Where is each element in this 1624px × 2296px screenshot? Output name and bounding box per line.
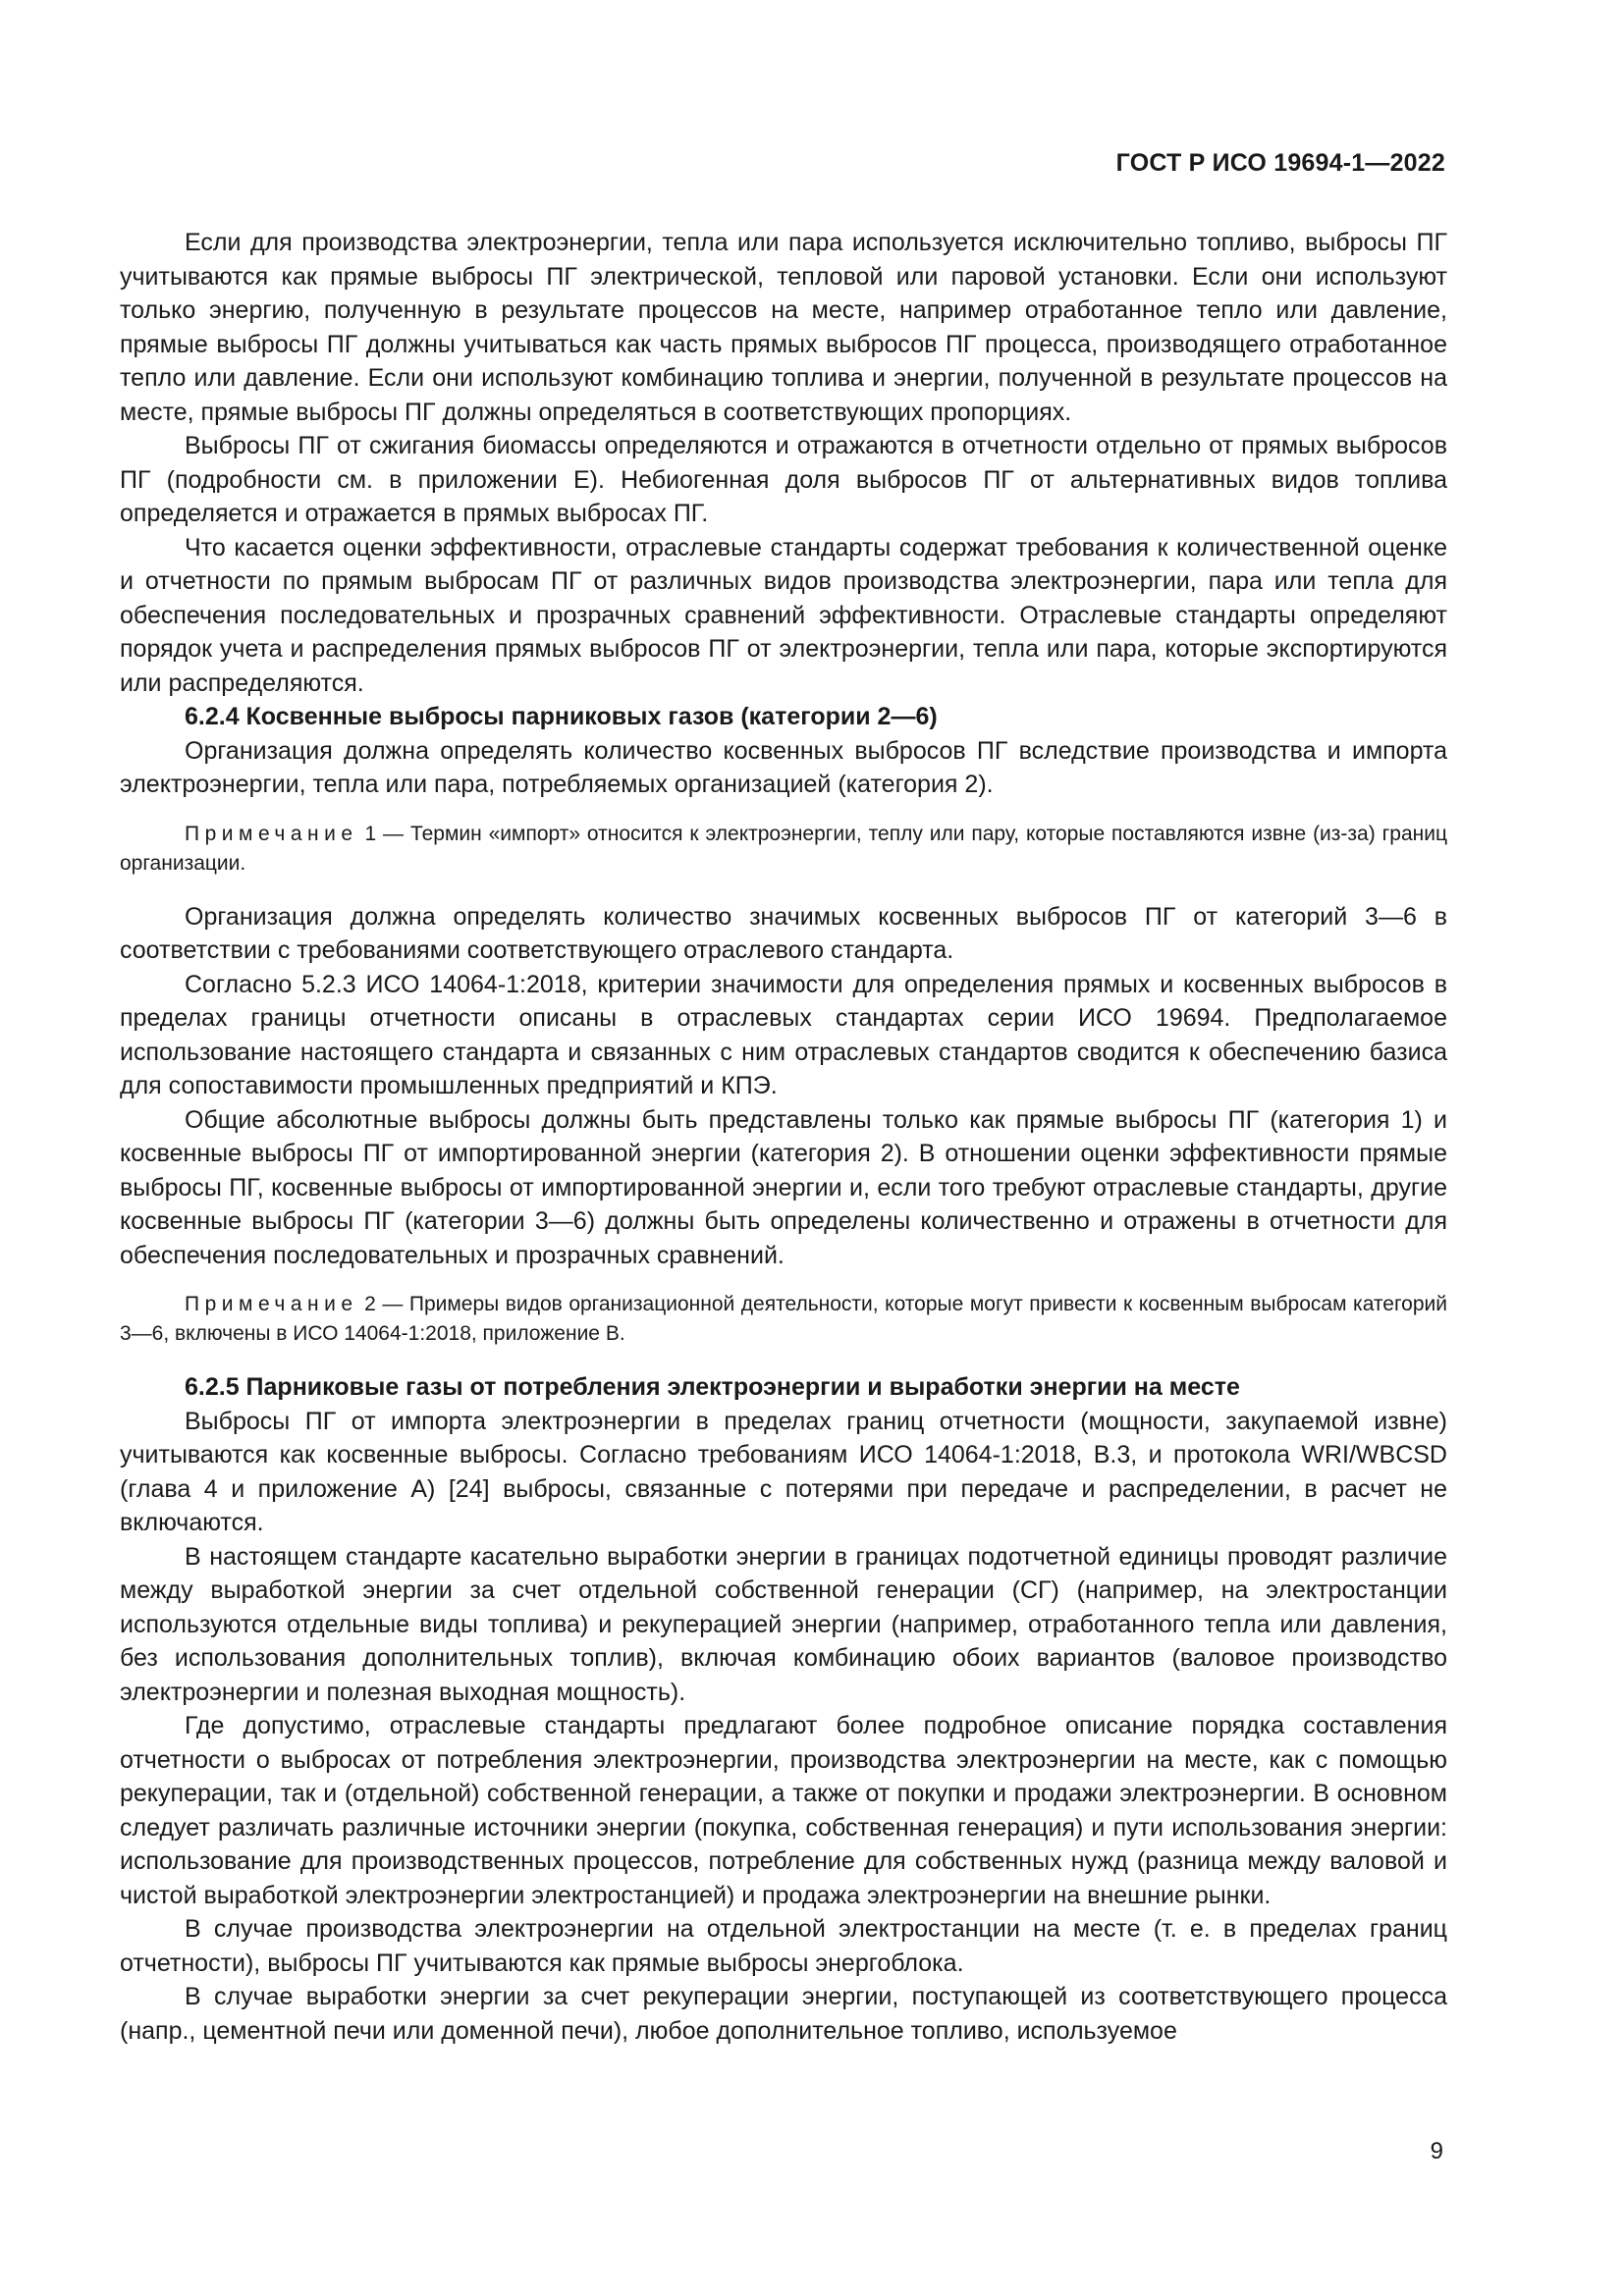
note-label: Примечание bbox=[185, 1293, 358, 1315]
paragraph: Где допустимо, отраслевые стандарты предлагают более подробное описание порядка составления отчетности о выбросах от потребления электроэнергии, производства электроэнергии на месте, как с помощью рекуперации, так и (отдельной) собственной генерации, а также от покупки и продажи электроэнергии. В основном следует различать различные источники энергии (покупка, собственная генерация) и пути использования энергии: использование для производственных процессов, потребление для собственных нужд (разница между валовой и чистой выработкой электроэнергии электростанцией) и продажа электроэнергии на внешние рынки. bbox=[120, 1712, 1447, 1909]
document-body bbox=[120, 226, 1447, 2048]
paragraph: Организация должна определять количество косвенных выбросов ПГ вследствие производства и импорта электроэнергии, тепла или пара, потребляемых организацией (категория 2). bbox=[120, 736, 1447, 798]
page-number: 9 bbox=[1430, 2138, 1443, 2164]
paragraph: Выбросы ПГ от импорта электроэнергии в пределах границ отчетности (мощности, закупаемой извне) учитываются как косвенные выбросы. Согласно требованиям ИСО 14064-1:2018, В.3, и протокола WRI/WBCSD (глава 4 и приложение А) [24] выбросы, связанные с потерями при передаче и распределении, в расчет не включаются. bbox=[120, 1407, 1447, 1536]
paragraph: Общие абсолютные выбросы должны быть представлены только как прямые выбросы ПГ (категория 1) и косвенные выбросы ПГ от импортированной энергии (категория 2). В отношении оценки эффективности прямые выбросы ПГ, косвенные выбросы от импортированной энергии и, если того требуют отраслевые стандарты, другие косвенные выбросы ПГ (категории 3—6) должны быть определены количественно и отражены в отчетности для обеспечения последовательных и прозрачных сравнений. bbox=[120, 1105, 1447, 1269]
paragraph: В настоящем стандарте касательно выработки энергии в границах подотчетной единицы проводят различие между выработкой энергии за счет отдельной собственной генерации (СГ) (например, на электростанции используются отдельные виды топлива) и рекуперацией энергии (например, отработанного тепла или давления, без использования дополнительных топлив), включая комбинацию обоих вариантов (валовое производство электроэнергии и полезная выходная мощность). bbox=[120, 1542, 1447, 1706]
note-label: Примечание bbox=[185, 822, 358, 845]
note-2 bbox=[120, 1290, 1447, 1349]
paragraph: Если для производства электроэнергии, тепла или пара используется исключительно топливо, выбросы ПГ учитываются как прямые выбросы ПГ электрической, тепловой или паровой установки. Если они используют только энергию, полученную в результате процессов на месте, например отработанное тепло или давление, прямые выбросы ПГ должны учитываться как часть прямых выбросов ПГ процесса, производящего отработанное тепло или давление. Если они используют комбинацию топлива и энергии, полученной в результате процессов на месте, прямые выбросы ПГ должны определяться в соответствующих пропорциях. bbox=[120, 229, 1447, 426]
document-code-header: ГОСТ Р ИСО 19694-1—2022 bbox=[1115, 149, 1445, 177]
section-heading-6-2-5: 6.2.5 Парниковые газы от потребления электроэнергии и выработки энергии на месте bbox=[185, 1373, 1240, 1401]
section-heading-6-2-4: 6.2.4 Косвенные выбросы парниковых газов (категории 2—6) bbox=[185, 703, 938, 730]
paragraph: Согласно 5.2.3 ИСО 14064-1:2018, критерии значимости для определения прямых и косвенных выбросов в пределах границы отчетности описаны в отраслевых стандартах серии ИСО 19694. Предполагаемое использование настоящего стандарта и связанных с ним отраслевых стандартов сводится к обеспечению базиса для сопоставимости промышленных предприятий и КПЭ. bbox=[120, 970, 1447, 1099]
note-text: 2 — Примеры видов организационной деятельности, которые могут привести к косвенным выбросам категорий 3—6, включены в ИСО 14064-1:2018, приложение В. bbox=[120, 1293, 1447, 1345]
paragraph: Организация должна определять количество значимых косвенных выбросов ПГ от категорий 3—6 в соответствии с требованиями соответствующего отраслевого стандарта. bbox=[120, 902, 1447, 964]
paragraph: Выбросы ПГ от сжигания биомассы определяются и отражаются в отчетности отдельно от прямых выбросов ПГ (подробности см. в приложении Е). Небиогенная доля выбросов ПГ от альтернативных видов топлива определяется и отражается в прямых выбросах ПГ. bbox=[120, 432, 1447, 527]
paragraph: В случае выработки энергии за счет рекуперации энергии, поступающей из соответствующего процесса (напр., цементной печи или доменной печи), любое дополнительное топливо, используемое bbox=[120, 1983, 1447, 2045]
note-text: 1 — Термин «импорт» относится к электроэнергии, теплу или пару, которые поставляются извне (из-за) границ организации. bbox=[120, 822, 1447, 875]
note-1 bbox=[120, 820, 1447, 879]
paragraph: Что касается оценки эффективности, отраслевые стандарты содержат требования к количественной оценке и отчетности по прямым выбросам ПГ от различных видов производства электроэнергии, пара или тепла для обеспечения последовательных и прозрачных сравнений эффективности. Отраслевые стандарты определяют порядок учета и распределения прямых выбросов ПГ от электроэнергии, тепла или пара, которые экспортируются или распределяются. bbox=[120, 533, 1447, 697]
paragraph: В случае производства электроэнергии на отдельной электростанции на месте (т. е. в пределах границ отчетности), выбросы ПГ учитываются как прямые выбросы энергоблока. bbox=[120, 1915, 1447, 1977]
